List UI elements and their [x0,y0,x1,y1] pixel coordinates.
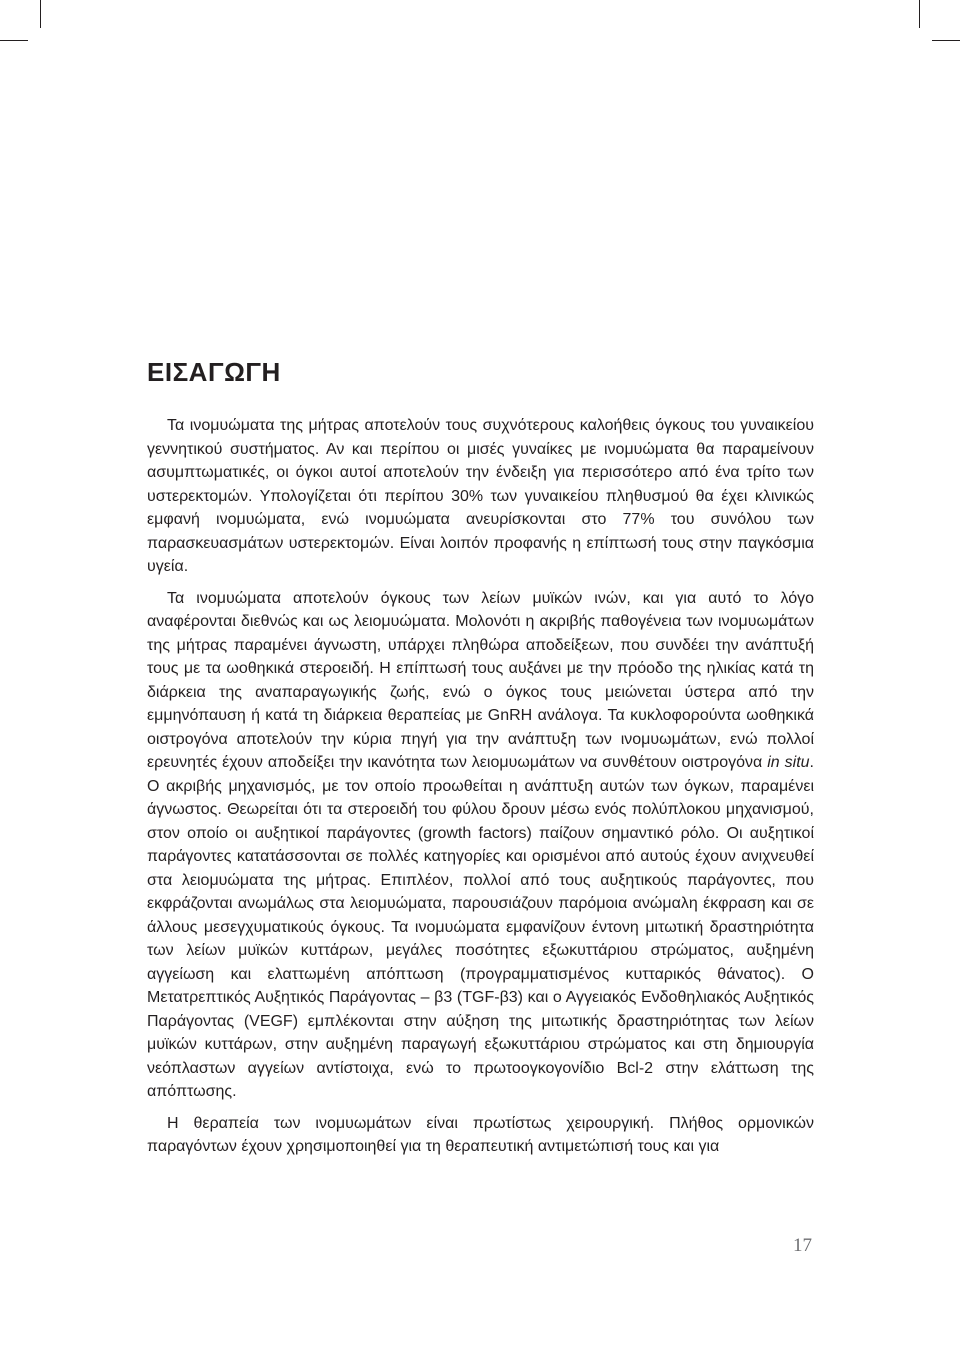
paragraph-1: Τα ινομυώματα της μήτρας αποτελούν τους συχνότερους καλοήθεις όγκους του γυναικείου γεννητικού συστήματος. Αν και περίπου οι μισές γυναίκες με ινομυώματα θα παραμείνουν ασυμπτωματικές, οι όγκοι αυτοί αποτελούν την ένδειξη για περισσότερο από ένα τρίτο των υστερεκτομών. Υπολογίζεται ότι περίπου 30% των γυναικείου πληθυσμού θα έχει κλινικώς εμφανή ινομυώματα, ενώ ινομυώματα ανευρίσκονται στο 77% του συνόλου των παρασκευασμάτων υστερεκτομών. Είναι λοιπόν προφανής η επίπτωσή τους στην παγκόσμια υγεία. [147,417,814,575]
body-text [147,414,814,1159]
crop-mark-top-left-vertical [40,0,41,28]
paragraph-3: Η θεραπεία των ινομυωμάτων είναι πρωτίστως χειρουργική. Πλήθος ορμονικών παραγόντων έχουν χρησιμοποιηθεί για τη θεραπευτική αντιμετώπισή τους και για [147,1114,814,1155]
paragraph-2 [147,587,814,1104]
page-number: 17 [793,1235,812,1256]
crop-mark-top-left-horizontal [0,40,28,41]
crop-mark-top-right-horizontal [932,40,960,41]
paragraph-2-part-1: Τα ινομυώματα αποτελούν όγκους των λείων μυϊκών ινών, και για αυτό το λόγο αναφέρονται διεθνώς και ως λειομυώματα. Μολονότι η ακριβής παθογένεια των ινομυωμάτων της μήτρας παραμένει άγνωστη, υπάρχει πληθώρα αποδείξεων, που συνδέει την ανάπτυξή τους με τα ωοθηκικά στεροειδή. Η επίπτωσή τους αυξάνει με την πρόοδο της ηλικίας κατά τη διάρκεια της αναπαραγωγικής ζωής, ενώ ο όγκος τους μειώνεται ύστερα από την εμμηνόπαυση ή κατά τη διάρκεια θεραπείας με GnRH ανάλογα. Τα κυκλοφορούντα ωοθηκικά οιστρογόνα αποτελούν την κύρια πηγή για την ανάπτυξη των ινομυωμάτων, ενώ πολλοί ερευνητές έχουν αποδείξει την ικανότητα των λειομυωμάτων να συνθέτουν οιστρογόνα [147,589,814,771]
chapter-heading: ΕΙΣΑΓΩΓΗ [147,357,281,387]
paragraph-2-part-2: . Ο ακριβής μηχανισμός, με τον οποίο προωθείται η ανάπτυξη αυτών των όγκων, παραμένει άγνωστος. Θεωρείται ότι τα στεροειδή του φύλου δρουν μέσω ενός πολύπλοκου μηχανισμού, στον οποίο οι αυξητικοί παράγοντες (growth factors) παίζουν σημαντικό ρόλο. Οι αυξητικοί παράγοντες κατατάσσονται σε πολλές κατηγορίες και ορισμένοι από αυτούς έχουν ανιχνευθεί στα λειομυώματα της μήτρας. Επιπλέον, πολλοί από τους αυξητικούς παράγοντες, που εκφράζονται ανωμάλως στα λειομυώματα, παρουσιάζουν παρόμοια ανώμαλη έκφραση και σε άλλους μεσεγχυματικούς όγκους. Τα ινομυώματα εμφανίζουν έντονη μιτωτική δραστηριότητα των λείων μυϊκών κυττάρων, μεγάλες ποσότητες εξωκυττάριου στρώματος, αυξημένη αγγείωση και ελαττωμένη απόπτωση (προγραμματισμένος κυτταρικός θάνατος). Ο Μετατρεπτικός Αυξητικός Παράγοντας – β3 (TGF-β3) και ο Αγγειακός Ενδοθηλιακός Αυξητικός Παράγοντας (VEGF) εμπλέκονται στην αύξηση της μιτωτικής δραστηριότητας των λείων μυϊκών κυττάρων, στην αυξημένη παραγωγή εξωκυττάριου στρώματος και στη δημιουργία νεόπλαστων αγγείων αντίστοιχα, ενώ το πρωτοογκογονίδιο Bcl-2 στην ελάττωση της απόπτωσης. [147,754,814,1100]
crop-mark-top-right-vertical [919,0,920,28]
paragraph-2-italic-term: in situ [767,754,810,771]
